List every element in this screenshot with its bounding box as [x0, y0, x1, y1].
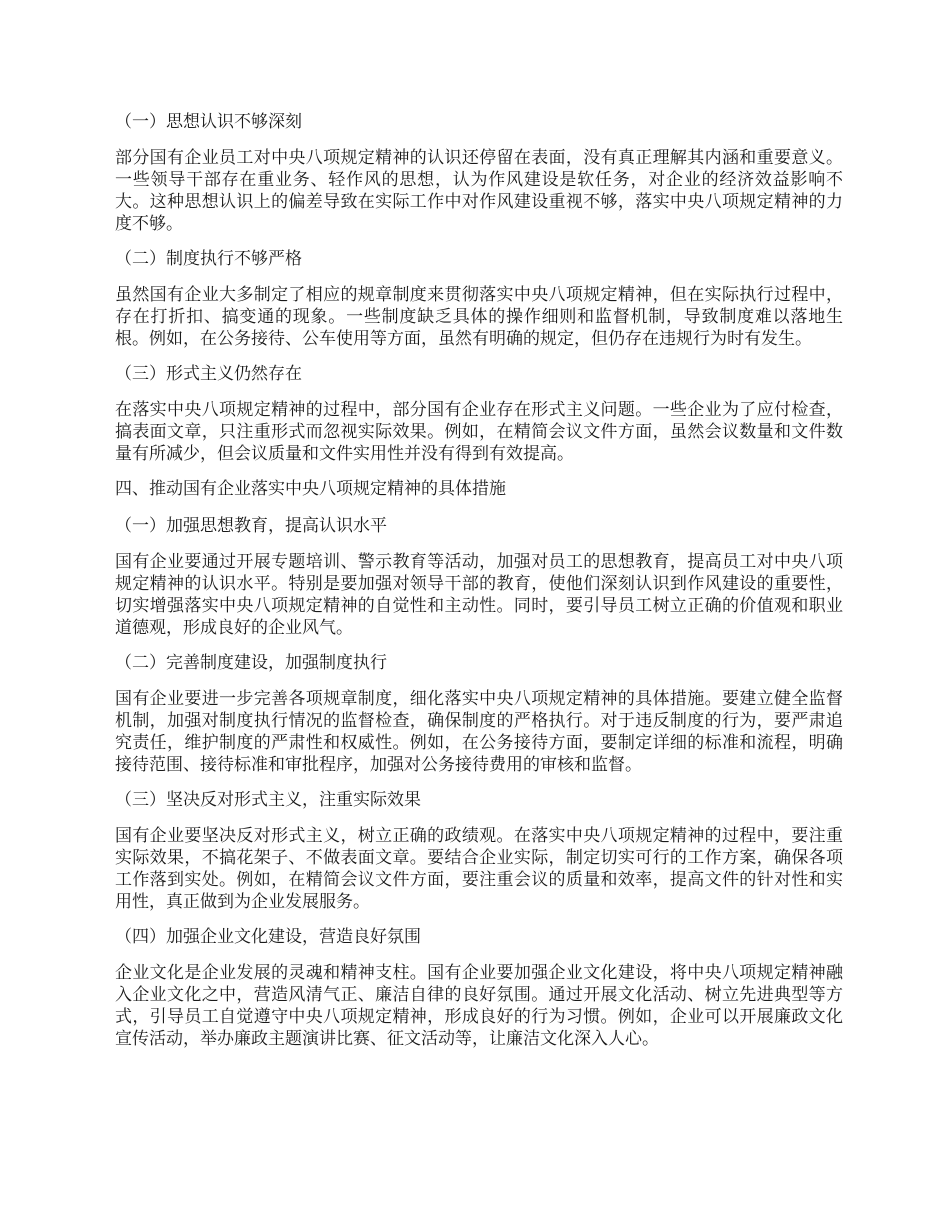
- section-heading: （三）坚决反对形式主义，注重实际效果: [115, 790, 421, 810]
- section-heading: （一）思想认识不够深刻: [115, 112, 302, 132]
- paragraph: 国有企业要坚决反对形式主义，树立正确的政绩观。在落实中央八项规定精神的过程中，要注重实际效果，不搞花架子、不做表面文章。要结合企业实际，制定切实可行的工作方案，确保各项工作落到实处。例如，在精简会议文件方面，要注重会议的质量和效率，提高文件的针对性和实用性，真正做到为企业发展服务。: [115, 826, 843, 912]
- paragraph: 虽然国有企业大多制定了相应的规章制度来贯彻落实中央八项规定精神，但在实际执行过程中，存在打折扣、搞变通的现象。一些制度缺乏具体的操作细则和监督机制，导致制度难以落地生根。例如，在公务接待、公车使用等方面，虽然有明确的规定，但仍存在违规行为时有发生。: [115, 285, 843, 349]
- paragraph: 国有企业要通过开展专题培训、警示教育等活动，加强对员工的思想教育，提高员工对中央八项规定精神的认识水平。特别是要加强对领导干部的教育，使他们深刻认识到作风建设的重要性，切实增强落实中央八项规定精神的自觉性和主动性。同时，要引导员工树立正确的价值观和职业道德观，形成良好的企业风气。: [115, 552, 843, 638]
- paragraph: 国有企业要进一步完善各项规章制度，细化落实中央八项规定精神的具体措施。要建立健全监督机制，加强对制度执行情况的监督检查，确保制度的严格执行。对于违反制度的行为，要严肃追究责任，维护制度的严肃性和权威性。例如，在公务接待方面，要制定详细的标准和流程，明确接待范围、接待标准和审批程序，加强对公务接待费用的审核和监督。: [115, 689, 843, 775]
- section-heading: （三）形式主义仍然存在: [115, 364, 302, 384]
- document-body: [115, 110, 843, 1062]
- section-heading: （四）加强企业文化建设，营造良好氛围: [115, 927, 421, 947]
- paragraph: 在落实中央八项规定精神的过程中，部分国有企业存在形式主义问题。一些企业为了应付检查，搞表面文章，只注重形式而忽视实际效果。例如，在精简会议文件方面，虽然会议数量和文件数量有所减少，但会议质量和文件实用性并没有得到有效提高。: [115, 400, 843, 464]
- section-heading: （二）完善制度建设，加强制度执行: [115, 653, 387, 673]
- paragraph: 企业文化是企业发展的灵魂和精神支柱。国有企业要加强企业文化建设，将中央八项规定精神融入企业文化之中，营造风清气正、廉洁自律的良好氛围。通过开展文化活动、树立先进典型等方式，引导员工自觉遵守中央八项规定精神，形成良好的行为习惯。例如，企业可以开展廉政文化宣传活动，举办廉政主题演讲比赛、征文活动等，让廉洁文化深入人心。: [115, 963, 843, 1049]
- section-heading: （一）加强思想教育，提高认识水平: [115, 516, 387, 536]
- section-heading: （二）制度执行不够严格: [115, 249, 302, 269]
- chapter-heading: 四、推动国有企业落实中央八项规定精神的具体措施: [115, 479, 506, 499]
- paragraph: 部分国有企业员工对中央八项规定精神的认识还停留在表面，没有真正理解其内涵和重要意义。一些领导干部存在重业务、轻作风的思想，认为作风建设是软任务，对企业的经济效益影响不大。这种思想认识上的偏差导致在实际工作中对作风建设重视不够，落实中央八项规定精神的力度不够。: [115, 148, 843, 234]
